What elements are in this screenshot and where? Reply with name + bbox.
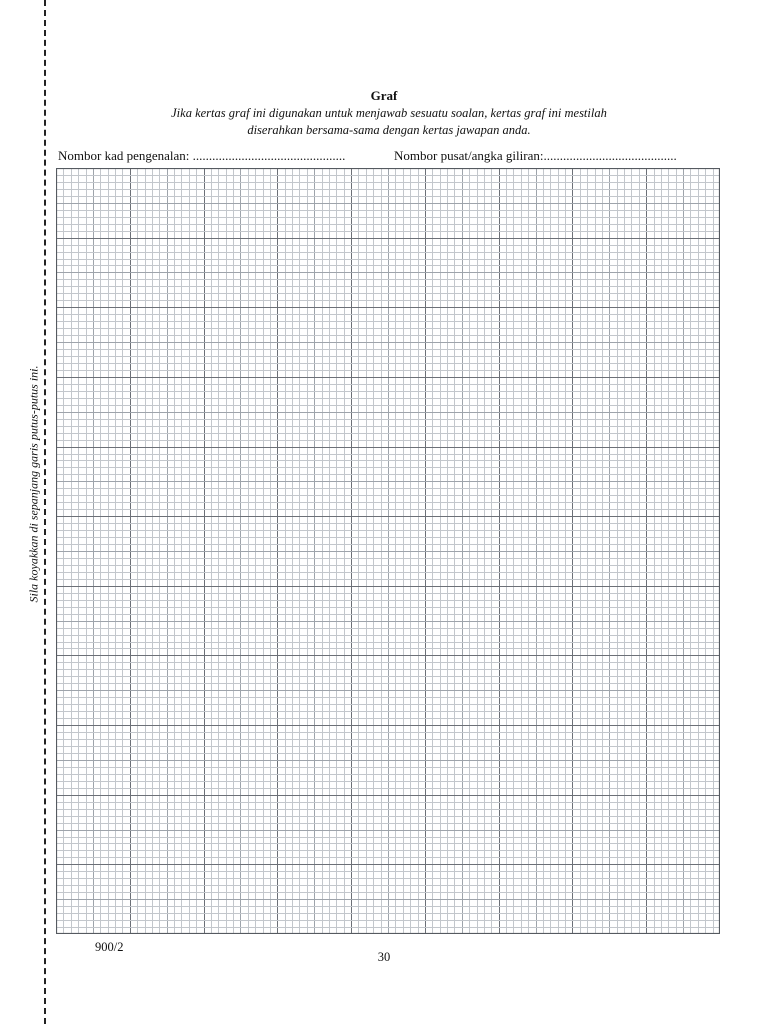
side-note-text: Sila koyakkan di sepanjang garis putus-putus ini.	[26, 365, 41, 603]
instruction-line-2: diserahkan bersama-sama dengan kertas jawapan anda.	[247, 123, 531, 137]
tear-off-dashed-line	[44, 0, 46, 1024]
page-number: 30	[377, 950, 391, 964]
graph-paper	[56, 168, 720, 934]
instruction-line-1: Jika kertas graf ini digunakan untuk menjawab sesuatu soalan, kertas graf ini mestilah	[171, 106, 607, 120]
paper-code: 900/2	[95, 940, 124, 954]
grid-border	[57, 169, 720, 934]
page-title: Graf	[370, 88, 398, 103]
id-number-field: Nombor kad pengenalan: ...............................................	[58, 148, 346, 163]
graph-grid	[56, 168, 720, 934]
centre-number-field: Nombor pusat/angka giliran:.........................................	[394, 148, 677, 163]
